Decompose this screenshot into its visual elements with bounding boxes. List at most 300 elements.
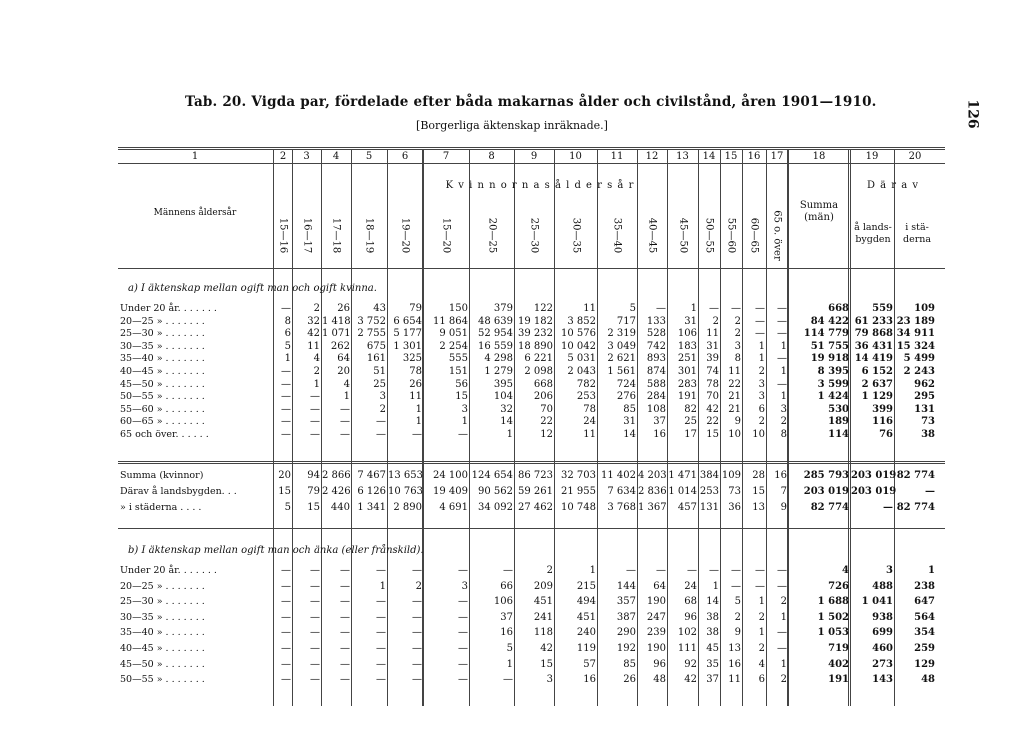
table-cell: 3 — [734, 340, 741, 352]
table-cell: 190 — [646, 596, 666, 608]
table-cell: 122 — [533, 303, 553, 314]
table-cell: 10 — [728, 429, 741, 440]
table-cell: 1 053 — [817, 627, 849, 639]
table-cell: 21 955 — [561, 486, 596, 497]
column-number: 14 — [702, 151, 716, 162]
table-cell: 6 152 — [861, 366, 893, 377]
table-cell: 247 — [646, 611, 666, 623]
column-number: 8 — [488, 151, 495, 162]
table-cell: 26 — [337, 303, 350, 314]
table-subtitle: [Borgerliga äktenskap inräknade.] — [416, 119, 608, 132]
column-number: 2 — [279, 151, 287, 162]
page-number: 126 — [964, 99, 981, 129]
table-cell: 42 — [706, 403, 719, 415]
table-cell: 451 — [533, 596, 553, 608]
table-cell: 2 — [780, 596, 787, 608]
row-label: Därav å landsbygden. . . — [120, 486, 237, 497]
table-cell: — — [709, 565, 719, 576]
table-cell: 494 — [576, 596, 596, 608]
table-cell: 57 — [583, 658, 596, 670]
table-cell: 5 — [734, 596, 741, 608]
table-cell: 4 298 — [484, 353, 513, 365]
table-cell: 143 — [872, 674, 893, 686]
row-label: 40—45 » . . . . . . . — [120, 643, 205, 654]
table-cell: 668 — [533, 378, 553, 390]
table-cell: 51 — [373, 366, 386, 377]
table-cell: 1 — [461, 416, 468, 428]
table-cell: 719 — [828, 643, 849, 654]
table-cell: 129 — [914, 658, 935, 670]
table-cell: 82 — [684, 403, 697, 415]
table-cell: — — [310, 643, 320, 654]
table-cell: 3 — [758, 391, 765, 403]
table-cell: 191 — [828, 674, 849, 686]
table-cell: — — [310, 565, 320, 576]
table-cell: 402 — [828, 658, 849, 670]
table-cell: 118 — [533, 627, 553, 639]
table-cell: 13 — [752, 502, 765, 513]
table-cell: 1 — [313, 378, 320, 390]
table-cell: 59 261 — [518, 486, 553, 497]
table-cell: 290 — [616, 627, 636, 639]
table-cell: 22 — [728, 378, 741, 390]
table-cell: — — [755, 580, 765, 592]
table-cell: 301 — [677, 366, 697, 377]
table-cell: 8 — [780, 429, 787, 440]
table-cell: 27 462 — [518, 502, 553, 513]
table-cell: — — [656, 303, 666, 314]
table-cell: — — [925, 486, 935, 497]
table-cell: 10 748 — [561, 502, 596, 513]
table-cell: 2 426 — [322, 486, 351, 497]
row-label: 40—45 » . . . . . . . — [120, 366, 205, 377]
table-cell: 782 — [576, 378, 596, 390]
table-cell: — — [281, 378, 291, 390]
table-cell: 14 — [706, 596, 719, 608]
table-cell: — — [656, 565, 666, 576]
table-rule — [118, 147, 945, 148]
table-cell: 2 — [758, 611, 765, 623]
column-number: 4 — [332, 151, 340, 162]
table-cell: — — [376, 596, 386, 608]
table-cell: 25 — [373, 378, 386, 390]
table-cell: 24 100 — [433, 470, 468, 481]
table-cell: 32 — [500, 403, 513, 415]
table-cell: 1 — [506, 658, 513, 670]
table-cell: — — [412, 658, 422, 670]
table-cell: 64 — [337, 353, 350, 365]
table-cell: 1 502 — [817, 611, 849, 623]
table-cell: 2 254 — [439, 340, 468, 352]
table-rule — [118, 268, 945, 269]
table-cell: 5 — [284, 502, 291, 513]
table-cell: 78 — [583, 403, 596, 415]
table-cell: — — [412, 596, 422, 608]
age-column-header: 15—16 — [277, 217, 289, 254]
table-cell: 209 — [533, 580, 553, 592]
table-cell: — — [755, 315, 765, 327]
table-cell: 893 — [646, 353, 666, 365]
table-cell: 108 — [646, 403, 666, 415]
section-b-title: b) I äktenskap mellan ogift man och änka (eller frånskild). — [128, 545, 424, 556]
table-cell: 1 — [780, 340, 787, 352]
table-cell: 11 — [409, 391, 422, 403]
header-landsbygden: å lands-bygden — [854, 222, 892, 245]
table-cell: 240 — [576, 627, 596, 639]
table-cell: 564 — [914, 611, 935, 623]
table-cell: 253 — [699, 486, 719, 497]
table-cell: 2 890 — [393, 502, 422, 513]
table-cell: 16 — [500, 627, 513, 639]
table-cell: 11 — [706, 328, 719, 340]
table-cell: — — [310, 580, 320, 592]
table-cell: — — [340, 596, 350, 608]
table-cell: 114 779 — [803, 328, 849, 340]
table-cell: 12 — [540, 429, 553, 440]
table-cell: — — [755, 303, 765, 314]
table-cell: 38 — [921, 429, 935, 440]
table-cell: 16 — [728, 658, 741, 670]
table-cell: — — [376, 416, 386, 428]
table-cell: 238 — [914, 580, 935, 592]
header-row-label: Männens åldersår — [153, 208, 237, 218]
table-cell: — — [731, 565, 741, 576]
table-cell: 3 — [886, 565, 893, 576]
table-cell: 379 — [493, 303, 513, 314]
table-cell: 4 — [343, 378, 350, 390]
table-cell: 2 836 — [638, 486, 667, 497]
table-cell: 1 — [712, 580, 719, 592]
row-label: Under 20 år. . . . . . . — [120, 303, 217, 314]
table-cell: 675 — [366, 340, 386, 352]
table-cell: 192 — [616, 643, 636, 654]
table-rule — [118, 149, 945, 150]
table-rule — [118, 461, 945, 462]
table-cell: 9 051 — [439, 328, 468, 340]
table-cell: 1 — [758, 627, 765, 639]
table-cell: 1 471 — [668, 470, 697, 481]
table-cell: 73 — [728, 486, 741, 497]
table-cell: — — [458, 658, 468, 670]
table-cell: 114 — [828, 429, 849, 440]
table-cell: — — [376, 658, 386, 670]
table-cell: 16 559 — [478, 340, 513, 352]
table-cell: 92 — [684, 658, 697, 670]
table-cell: — — [310, 611, 320, 623]
table-cell: — — [281, 366, 291, 377]
table-cell: 1 — [780, 658, 787, 670]
column-rule-double — [422, 150, 423, 706]
table-cell: 28 — [752, 470, 765, 481]
table-cell: 284 — [646, 391, 666, 403]
table-cell: 48 — [921, 674, 935, 686]
table-cell: 13 653 — [388, 470, 423, 481]
table-cell: — — [412, 565, 422, 576]
table-cell: 31 — [623, 416, 636, 428]
table-cell: 42 — [307, 328, 320, 340]
column-number: 15 — [724, 151, 738, 162]
table-cell: 357 — [616, 596, 636, 608]
table-cell: 20 — [337, 366, 350, 377]
table-cell: — — [376, 565, 386, 576]
table-cell: — — [755, 565, 765, 576]
row-label: 65 och över. . . . . . — [120, 429, 209, 440]
table-cell: 42 — [540, 643, 553, 654]
table-cell: 528 — [646, 328, 666, 340]
table-cell: — — [281, 627, 291, 639]
table-cell: 488 — [872, 580, 893, 592]
table-cell: 15 — [455, 391, 468, 403]
table-cell: 45 — [706, 643, 719, 654]
table-cell: 6 — [284, 328, 291, 340]
table-cell: 78 — [409, 366, 422, 377]
table-cell: — — [281, 565, 291, 576]
table-cell: 15 324 — [896, 340, 935, 352]
table-cell: 7 467 — [357, 470, 386, 481]
table-cell: 2 — [313, 303, 320, 314]
table-cell: — — [626, 565, 636, 576]
table-cell: 16 — [583, 674, 596, 686]
table-cell: 32 703 — [561, 470, 596, 481]
table-cell: 387 — [616, 611, 636, 623]
table-cell: 109 — [721, 470, 741, 481]
table-cell: 399 — [872, 403, 893, 415]
table-cell: 189 — [828, 416, 849, 428]
table-cell: 23 189 — [896, 315, 935, 327]
age-column-header: 15—20 — [440, 217, 452, 254]
table-cell: 9 — [780, 502, 787, 513]
table-cell: 70 — [706, 391, 719, 403]
table-cell: — — [281, 303, 291, 314]
row-label: Under 20 år. . . . . . . — [120, 565, 217, 576]
table-cell: 215 — [576, 580, 596, 592]
row-label: 35—40 » . . . . . . . — [120, 627, 205, 639]
table-cell: 1 071 — [322, 328, 351, 340]
table-cell: 22 — [540, 416, 553, 428]
row-label: 20—25 » . . . . . . . — [120, 315, 205, 327]
age-column-header: 19—20 — [399, 217, 411, 254]
table-cell: 1 — [284, 353, 291, 365]
table-cell: 11 — [307, 340, 320, 352]
table-cell: 1 — [758, 596, 765, 608]
table-cell: 1 — [589, 565, 596, 576]
row-label: 55—60 » . . . . . . . — [120, 403, 205, 415]
table-cell: 6 126 — [357, 486, 386, 497]
table-cell: 15 — [307, 502, 320, 513]
table-cell: — — [731, 303, 741, 314]
row-label: 25—30 » . . . . . . . — [120, 328, 205, 340]
table-cell: 1 — [928, 565, 935, 576]
table-cell: 295 — [914, 391, 935, 403]
table-cell: — — [777, 627, 787, 639]
table-cell: 10 042 — [561, 340, 596, 352]
table-cell: 104 — [493, 391, 513, 403]
table-cell: 1 — [780, 366, 787, 377]
table-cell: — — [458, 643, 468, 654]
table-cell: 11 — [583, 429, 596, 440]
table-cell: 2 043 — [567, 366, 596, 377]
table-cell: — — [458, 596, 468, 608]
table-cell: 3 — [461, 580, 468, 592]
table-cell: 15 — [706, 429, 719, 440]
table-cell: 11 — [583, 303, 596, 314]
age-column-header: 35—40 — [611, 217, 623, 254]
table-cell: 325 — [402, 353, 422, 365]
table-cell: — — [281, 416, 291, 428]
table-cell: — — [777, 643, 787, 654]
table-cell: 384 — [699, 470, 719, 481]
table-cell: 11 — [728, 366, 741, 377]
table-cell: — — [731, 580, 741, 592]
table-cell: 3 — [546, 674, 553, 686]
table-cell: 259 — [914, 643, 935, 654]
table-cell: 38 — [706, 611, 719, 623]
table-cell: 4 — [758, 658, 765, 670]
age-column-header: 16—17 — [301, 217, 312, 254]
table-cell: — — [376, 611, 386, 623]
row-label: 50—55 » . . . . . . . — [120, 391, 205, 403]
table-cell: 1 301 — [393, 340, 422, 352]
table-cell: — — [777, 328, 787, 340]
table-cell: — — [458, 674, 468, 686]
table-cell: 68 — [684, 596, 697, 608]
table-cell: 119 — [576, 643, 596, 654]
table-cell: — — [310, 391, 320, 403]
table-cell: — — [412, 429, 422, 440]
header-kvinnornas-alder: K v i n n o r n a s å l d e r s å r — [445, 180, 635, 191]
table-cell: 48 639 — [478, 315, 513, 327]
header-summa: Summa (män) — [799, 200, 839, 223]
table-cell: 32 — [307, 315, 320, 327]
table-cell: 183 — [677, 340, 697, 352]
table-cell: — — [458, 429, 468, 440]
table-cell: 9 — [734, 627, 741, 639]
table-cell: — — [458, 611, 468, 623]
table-cell: 241 — [533, 611, 553, 623]
row-label: 30—35 » . . . . . . . — [120, 340, 205, 352]
header-darav: D ä r a v — [866, 180, 920, 191]
table-cell: — — [777, 565, 787, 576]
table-cell: — — [281, 658, 291, 670]
column-number: 7 — [442, 151, 450, 162]
table-cell: — — [310, 674, 320, 686]
table-cell: 116 — [872, 416, 893, 428]
table-cell: — — [281, 391, 291, 403]
table-cell: 1 341 — [357, 502, 386, 513]
age-column-header: 20—25 — [486, 217, 497, 254]
table-cell: 2 098 — [524, 366, 553, 377]
column-number: 17 — [770, 151, 784, 162]
table-cell: 39 — [706, 353, 719, 365]
table-cell: — — [340, 429, 350, 440]
table-cell: 2 — [546, 565, 553, 576]
table-cell: 94 — [307, 470, 320, 481]
table-cell: 13 — [728, 643, 741, 654]
table-cell: 37 — [500, 611, 513, 623]
age-column-header: 18—19 — [363, 217, 375, 254]
table-cell: 276 — [616, 391, 636, 403]
column-number: 13 — [676, 151, 689, 162]
age-column-header: 65 o. över — [771, 210, 783, 261]
table-cell: — — [412, 674, 422, 686]
table-cell: — — [709, 303, 719, 314]
row-label: 50—55 » . . . . . . . — [120, 674, 205, 686]
table-rule — [118, 163, 945, 164]
table-cell: 109 — [914, 303, 935, 314]
table-cell: 24 — [583, 416, 596, 428]
table-cell: 131 — [699, 502, 719, 513]
table-cell: 11 864 — [433, 315, 468, 327]
row-label: 20—25 » . . . . . . . — [120, 580, 205, 592]
column-number: 5 — [365, 151, 373, 162]
table-cell: 19 918 — [810, 353, 849, 365]
table-cell: 9 — [734, 416, 741, 428]
table-cell: 5 — [629, 303, 636, 314]
table-cell: — — [281, 611, 291, 623]
table-cell: 2 — [734, 611, 741, 623]
table-cell: — — [281, 674, 291, 686]
table-cell: 150 — [448, 303, 468, 314]
column-number: 3 — [303, 151, 310, 162]
table-cell: 124 654 — [471, 470, 513, 481]
table-cell: — — [310, 403, 320, 415]
table-cell: 51 755 — [810, 340, 849, 352]
table-cell: 2 621 — [607, 353, 636, 365]
table-cell: 35 — [706, 658, 719, 670]
age-column-header: 55—60 — [725, 217, 737, 254]
table-cell: 699 — [872, 627, 893, 639]
table-cell: 14 — [623, 429, 636, 440]
table-cell: 106 — [493, 596, 513, 608]
table-cell: 668 — [828, 303, 849, 314]
table-cell: 251 — [677, 353, 697, 365]
table-cell: 4 — [313, 353, 320, 365]
table-cell: 144 — [616, 580, 636, 592]
table-cell: 3 752 — [357, 315, 386, 327]
table-cell: 26 — [623, 674, 636, 686]
row-label: 60—65 » . . . . . . . — [120, 416, 205, 428]
table-cell: 61 233 — [854, 315, 893, 327]
table-cell: 253 — [576, 391, 596, 403]
table-cell: — — [340, 611, 350, 623]
age-column-header: 25—30 — [528, 217, 540, 254]
table-cell: 1 129 — [861, 391, 893, 403]
header-staderna: i stä-derna — [902, 222, 932, 245]
table-cell: 1 367 — [638, 502, 667, 513]
table-cell: 82 774 — [896, 470, 935, 481]
table-cell: 5 177 — [393, 328, 422, 340]
table-cell: 11 402 — [601, 470, 636, 481]
table-cell: 38 — [706, 627, 719, 639]
table-cell: 3 — [758, 378, 765, 390]
table-cell: 2 — [758, 366, 765, 377]
table-cell: 1 — [506, 429, 513, 440]
table-cell: 10 — [752, 429, 765, 440]
table-title: Tab. 20. Vigda par, fördelade efter båda makarnas ålder och civilstånd, åren 1901—1910. — [185, 94, 877, 110]
table-cell: — — [340, 565, 350, 576]
table-cell: 42 — [684, 674, 697, 686]
table-cell: 73 — [921, 416, 935, 428]
table-cell: 111 — [677, 643, 697, 654]
table-cell: 15 — [540, 658, 553, 670]
table-cell: 3 — [461, 403, 468, 415]
column-number: 18 — [812, 151, 826, 162]
table-cell: 64 — [653, 580, 666, 592]
table-cell: 1 — [415, 403, 422, 415]
table-cell: — — [340, 403, 350, 415]
row-label: 45—50 » . . . . . . . — [120, 378, 205, 390]
table-cell: 10 763 — [388, 486, 423, 497]
